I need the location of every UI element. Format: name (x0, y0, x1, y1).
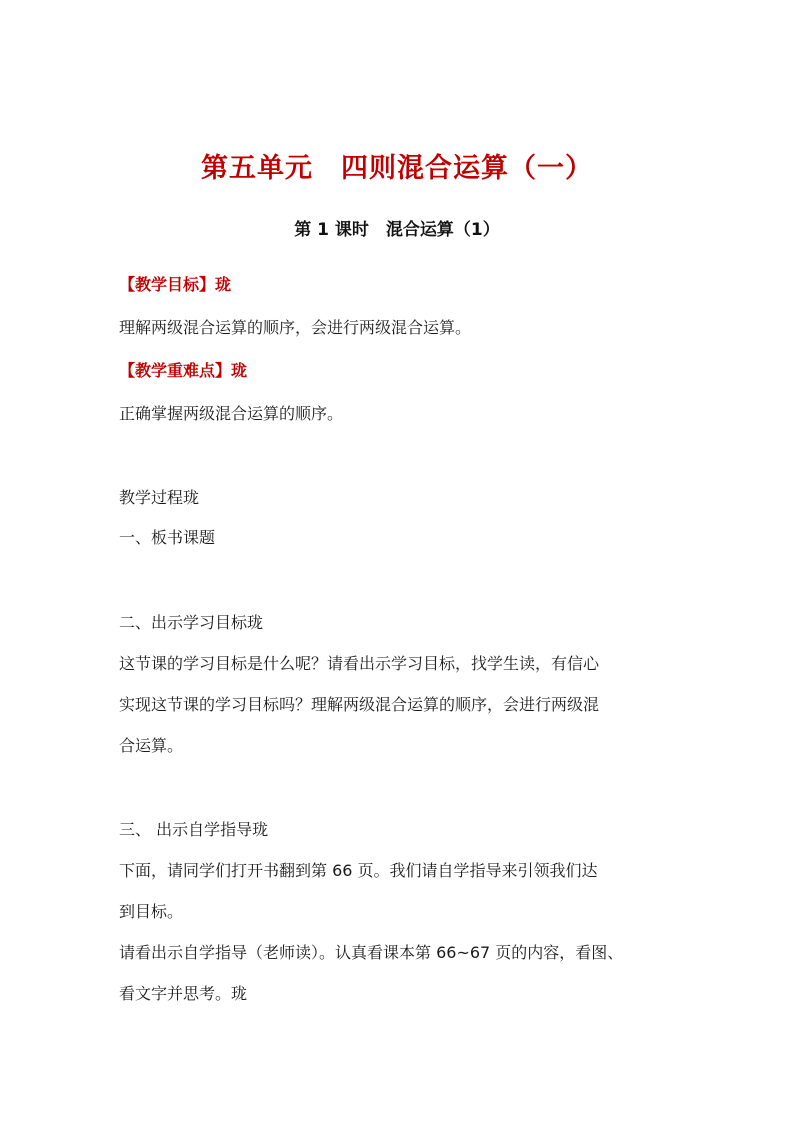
section-body-objectives: 理解两级混合运算的顺序，会进行两级混合运算。 (119, 318, 472, 337)
step-2-line-3: 合运算。 (119, 736, 184, 755)
step-3-line-3: 请看出示自学指导（老师读）。认真看课本第 66~67 页的内容，看图、 (119, 943, 624, 962)
step-3-line-2: 到目标。 (119, 902, 184, 921)
step-1-title: 一、板书课题 (119, 528, 216, 547)
step-2-title: 二、出示学习目标珑 (119, 613, 264, 632)
step-2-line-2: 实现这节课的学习目标吗？理解两级混合运算的顺序，会进行两级混 (119, 695, 600, 714)
lesson-subtitle: 第 1 课时 混合运算（1） (294, 220, 500, 240)
step-3-title: 三、 出示自学指导珑 (119, 820, 269, 839)
section-heading-key-points: 【教学重难点】珑 (119, 361, 248, 380)
step-3-line-1: 下面，请同学们打开书翻到第 66 页。我们请自学指导来引领我们达 (119, 861, 598, 880)
step-3-line-4: 看文字并思考。珑 (119, 984, 248, 1003)
section-heading-objectives: 【教学目标】珑 (119, 275, 232, 294)
section-body-key-points: 正确掌握两级混合运算的顺序。 (119, 404, 344, 423)
process-title: 教学过程珑 (119, 488, 200, 507)
document-title: 第五单元 四则混合运算（一） (201, 153, 593, 184)
step-2-line-1: 这节课的学习目标是什么呢？请看出示学习目标，找学生读，有信心 (119, 654, 600, 673)
